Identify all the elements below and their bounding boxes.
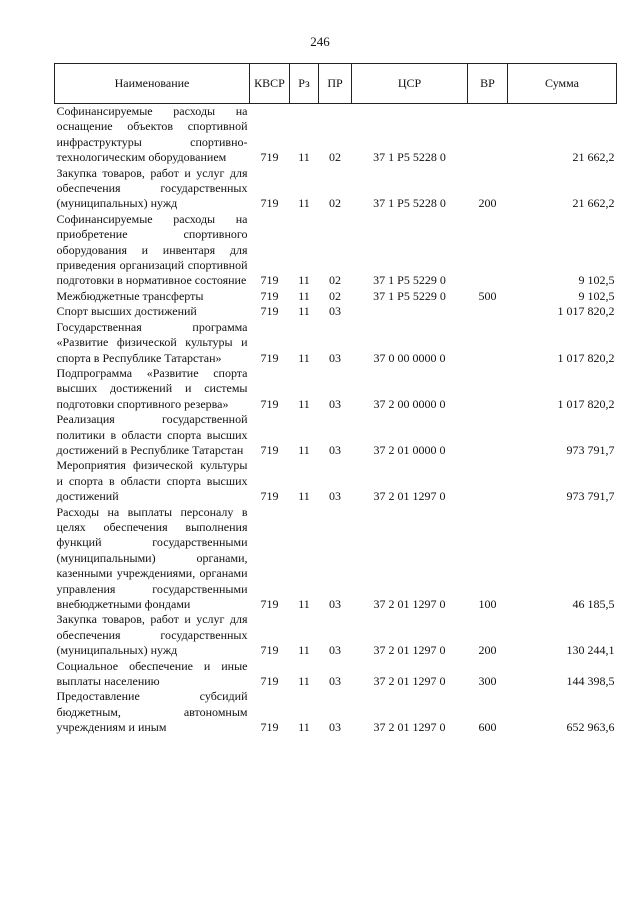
row-pr: 02 — [329, 196, 341, 211]
row-vr: 500 — [478, 288, 497, 303]
row-vr — [468, 304, 508, 319]
table-row — [55, 366, 617, 412]
row-kvsr: 719 — [260, 489, 279, 504]
row-name: Софинансируемые расходы на приобретение спортивного оборудования и инвентаря для приведения организаций спортивной подготовки в нормативное состояние — [56, 211, 248, 288]
header-name: Наименование — [55, 64, 250, 104]
header-rz: Рз — [290, 64, 319, 104]
row-pr: 03 — [329, 489, 341, 504]
row-vr: 300 — [478, 674, 497, 689]
row-pr: 03 — [329, 304, 341, 319]
row-csr: 37 1 P5 5229 0 — [373, 288, 446, 303]
row-name: Предоставление субсидий бюджетным, автономным учреждениям и иным — [56, 689, 248, 735]
row-sum: 9 102,5 — [578, 288, 615, 303]
budget-table — [54, 63, 617, 736]
row-csr: 37 2 01 0000 0 — [373, 442, 446, 457]
row-csr: 37 2 01 1297 0 — [373, 489, 446, 504]
table-row — [55, 689, 617, 735]
row-pr: 03 — [329, 643, 341, 658]
row-csr: 37 2 01 1297 0 — [373, 674, 446, 689]
row-vr — [468, 458, 508, 504]
table-row — [55, 659, 617, 690]
row-name: Государственная программа «Развитие физической культуры и спорта в Республике Татарстан» — [56, 319, 248, 365]
row-rz: 11 — [298, 674, 310, 689]
row-vr — [468, 320, 508, 366]
table-row — [55, 166, 617, 212]
table-header — [55, 64, 617, 104]
row-name: Расходы на выплаты персоналу в целях обеспечения выполнения функций государственными (муниципальными) органами, казенными учреждениями, органами управления государственными внебюджетными фондами — [56, 504, 248, 611]
row-kvsr: 719 — [260, 720, 279, 735]
row-sum: 1 017 820,2 — [557, 350, 615, 365]
row-rz: 11 — [298, 643, 310, 658]
row-rz: 11 — [298, 350, 310, 365]
row-kvsr: 719 — [260, 150, 279, 165]
row-rz: 11 — [298, 273, 310, 288]
row-name: Софинансируемые расходы на оснащение объектов спортивной инфраструктуры спортивно-технологическим оборудованием — [56, 104, 248, 165]
row-sum: 21 662,2 — [572, 196, 615, 211]
row-csr: 37 2 00 0000 0 — [373, 396, 446, 411]
header-sum: Сумма — [508, 64, 617, 104]
row-csr: 37 1 P5 5228 0 — [373, 196, 446, 211]
row-name: Закупка товаров, работ и услуг для обеспечения государственных (муниципальных) нужд — [56, 612, 248, 658]
row-sum: 1 017 820,2 — [557, 396, 615, 411]
row-rz: 11 — [298, 597, 310, 611]
row-name: Спорт высших достижений — [56, 304, 197, 319]
row-pr: 02 — [329, 273, 341, 288]
row-rz: 11 — [298, 304, 310, 319]
row-name: Мероприятия физической культуры и спорта в области спорта высших достижений — [56, 458, 248, 504]
row-csr — [352, 304, 468, 319]
row-vr — [468, 366, 508, 412]
row-csr: 37 2 01 1297 0 — [373, 643, 446, 658]
table-row — [55, 505, 617, 613]
table-row — [55, 212, 617, 289]
table-body — [55, 104, 617, 736]
row-kvsr: 719 — [260, 304, 279, 319]
row-vr: 100 — [478, 597, 497, 611]
row-sum: 46 185,5 — [572, 597, 615, 611]
table-row — [55, 320, 617, 366]
row-kvsr: 719 — [260, 288, 279, 303]
row-kvsr: 719 — [260, 674, 279, 689]
row-vr — [468, 212, 508, 289]
row-sum: 9 102,5 — [578, 273, 615, 288]
header-kvsr: КВСР — [250, 64, 290, 104]
table-row — [55, 104, 617, 166]
header-vr: ВР — [468, 64, 508, 104]
row-rz: 11 — [298, 442, 310, 457]
row-rz: 11 — [298, 720, 310, 735]
row-vr — [468, 104, 508, 166]
row-sum: 21 662,2 — [572, 150, 615, 165]
row-vr: 200 — [478, 196, 497, 211]
row-vr: 600 — [478, 720, 497, 735]
row-pr: 03 — [329, 442, 341, 457]
row-kvsr: 719 — [260, 643, 279, 658]
row-sum: 652 963,6 — [566, 720, 615, 735]
row-pr: 03 — [329, 350, 341, 365]
row-sum: 1 017 820,2 — [557, 304, 615, 319]
row-kvsr: 719 — [260, 273, 279, 288]
row-rz: 11 — [298, 489, 310, 504]
row-vr — [468, 412, 508, 458]
header-pr: ПР — [319, 64, 352, 104]
row-sum: 144 398,5 — [566, 674, 615, 689]
row-kvsr: 719 — [260, 350, 279, 365]
table-row — [55, 289, 617, 304]
row-sum: 973 791,7 — [566, 442, 615, 457]
table-row — [55, 412, 617, 458]
table-row — [55, 304, 617, 319]
row-vr: 200 — [478, 643, 497, 658]
row-kvsr: 719 — [260, 396, 279, 411]
row-pr: 03 — [329, 396, 341, 411]
row-csr: 37 1 P5 5229 0 — [373, 273, 446, 288]
row-pr: 02 — [329, 150, 341, 165]
row-csr: 37 0 00 0000 0 — [373, 350, 446, 365]
row-name: Межбюджетные трансферты — [56, 288, 204, 303]
row-kvsr: 719 — [260, 442, 279, 457]
row-sum: 973 791,7 — [566, 489, 615, 504]
header-csr: ЦСР — [352, 64, 468, 104]
page-number: 246 — [310, 34, 330, 49]
row-kvsr: 719 — [260, 597, 279, 611]
row-pr: 02 — [329, 288, 341, 303]
row-name: Подпрограмма «Развитие спорта высших достижений и системы подготовки спортивного резерва» — [56, 365, 248, 411]
table-row — [55, 458, 617, 504]
row-csr: 37 2 01 1297 0 — [373, 597, 446, 611]
row-pr: 03 — [329, 674, 341, 689]
row-pr: 03 — [329, 597, 341, 611]
row-rz: 11 — [298, 150, 310, 165]
table-row — [55, 612, 617, 658]
row-name: Социальное обеспечение и иные выплаты населению — [56, 658, 248, 689]
row-rz: 11 — [298, 288, 310, 303]
row-csr: 37 1 P5 5228 0 — [373, 150, 446, 165]
row-kvsr: 719 — [260, 196, 279, 211]
row-sum: 130 244,1 — [566, 643, 615, 658]
row-name: Реализация государственной политики в области спорта высших достижений в Республике Татарстан — [56, 412, 248, 457]
row-rz: 11 — [298, 196, 310, 211]
row-csr: 37 2 01 1297 0 — [373, 720, 446, 735]
row-name: Закупка товаров, работ и услуг для обеспечения государственных (муниципальных) нужд — [56, 165, 248, 211]
row-rz: 11 — [298, 396, 310, 411]
row-pr: 03 — [329, 720, 341, 735]
